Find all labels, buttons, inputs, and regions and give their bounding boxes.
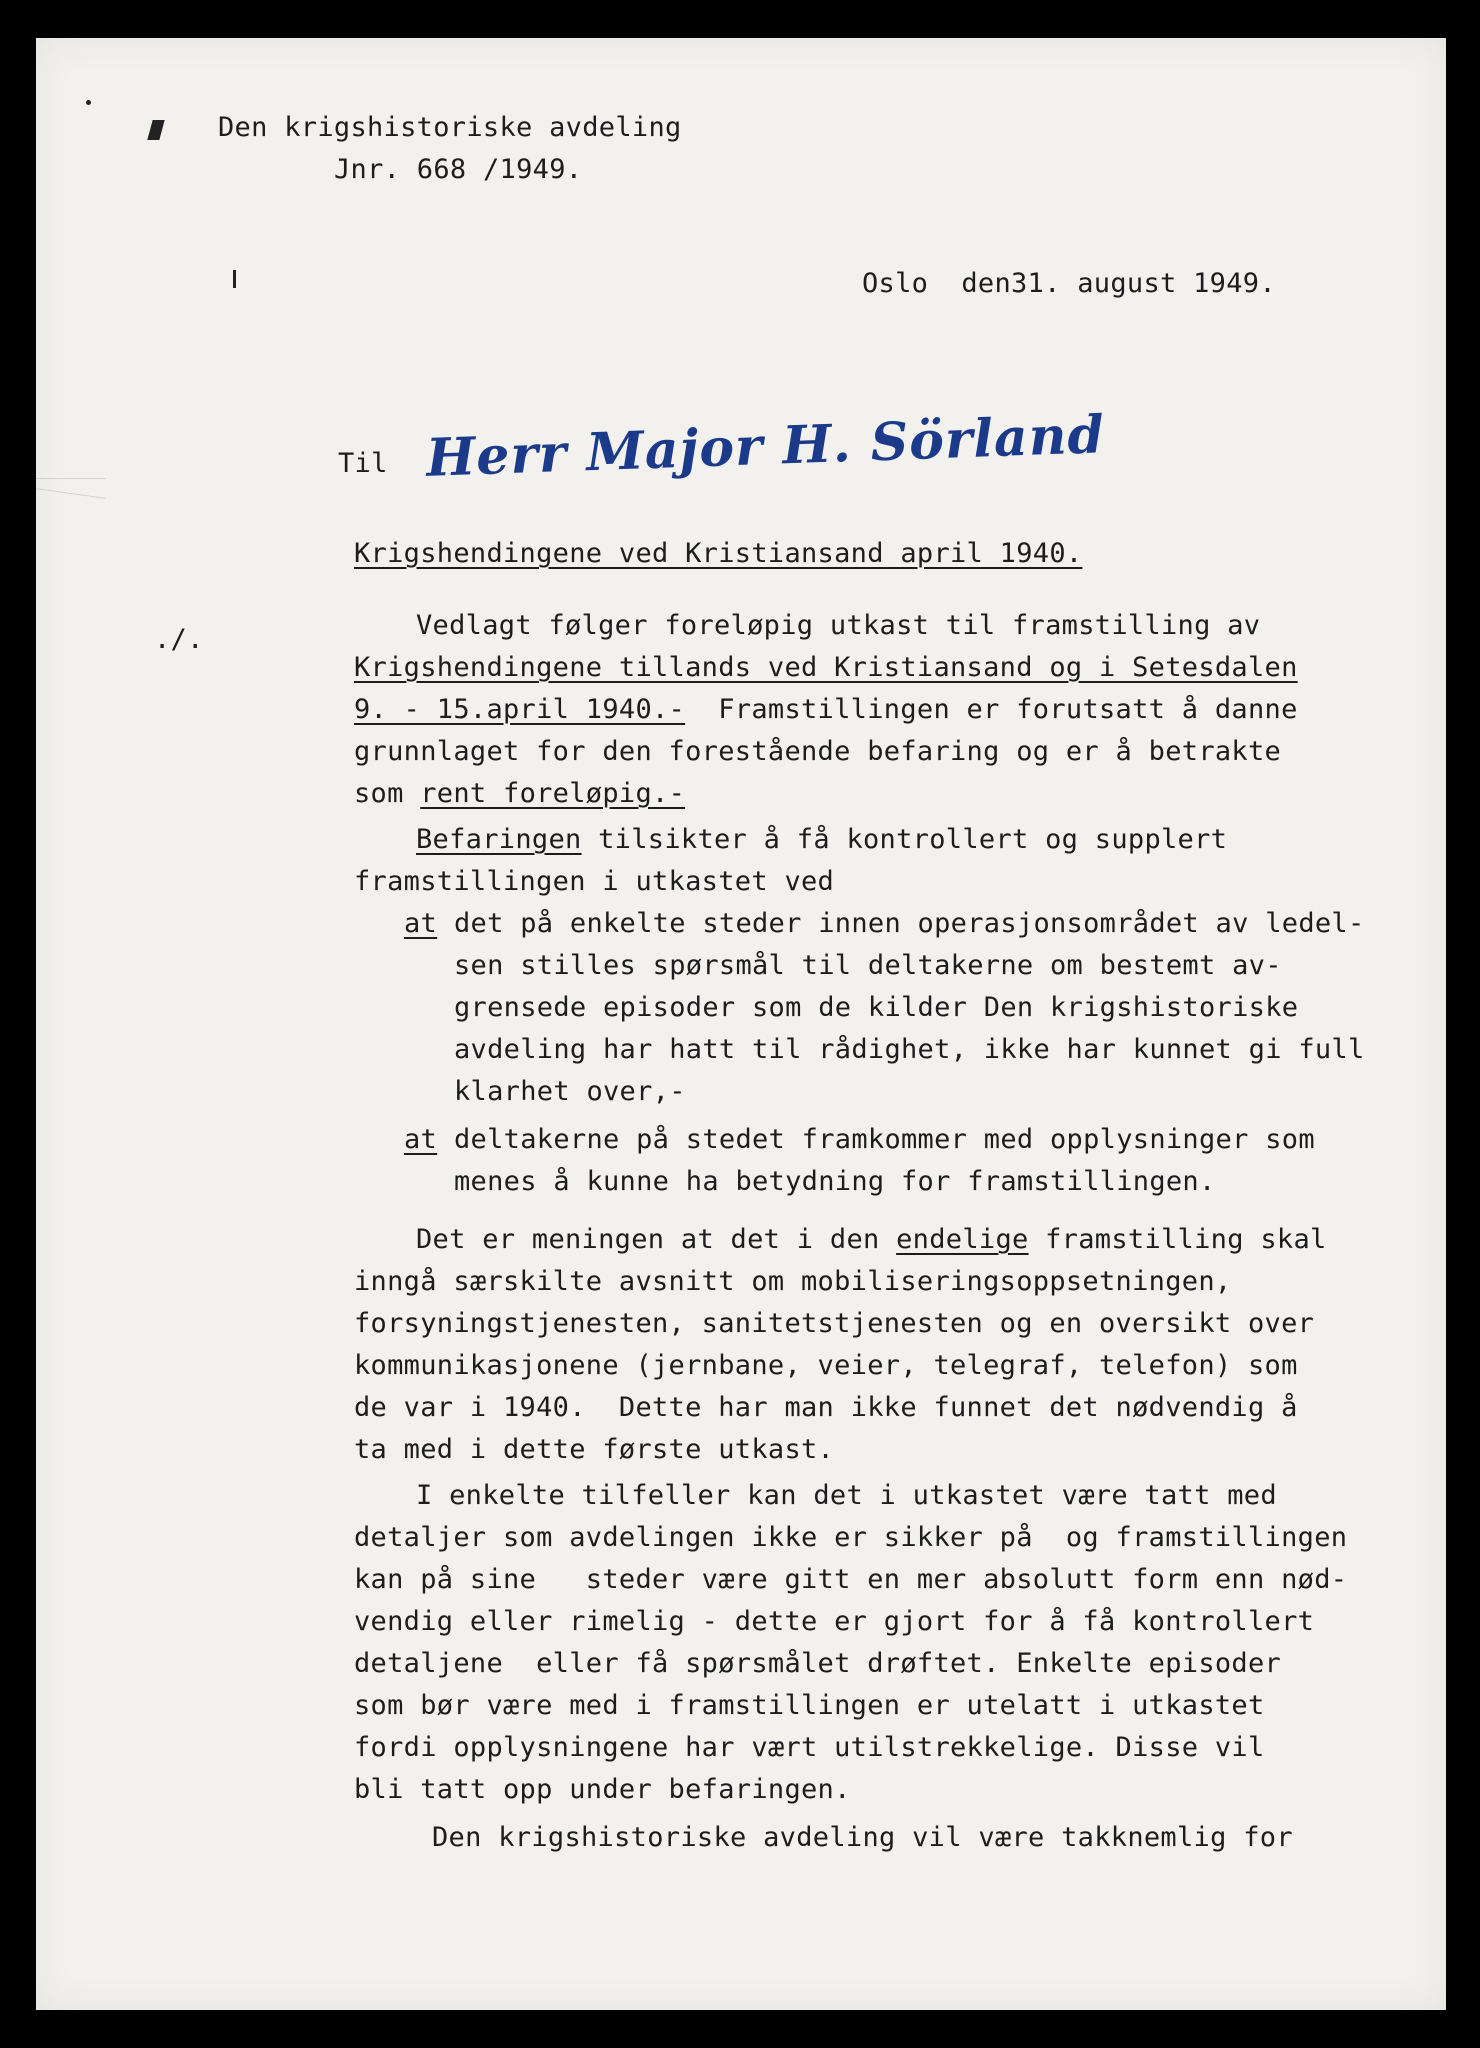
para4-line1: I enkelte tilfeller kan det i utkastet være tatt med [416, 1480, 1277, 1511]
address-prefix: Til [338, 448, 388, 479]
para3-line6: ta med i dette første utkast. [354, 1434, 835, 1465]
para4-line2: detaljer som avdelingen ikke er sikker på og framstillingen [354, 1522, 1348, 1553]
item1-line3: grensede episoder som de kilder Den krigshistoriske [454, 992, 1299, 1023]
ink-mark [233, 270, 236, 288]
org-name: Den krigshistoriske avdeling [218, 112, 682, 143]
para1-line1: Vedlagt følger foreløpig utkast til framstilling av [416, 610, 1261, 641]
para2-befaringen: Befaringen [416, 824, 582, 855]
para1-line3 [354, 690, 1298, 730]
item2-line1: deltakerne på stedet framkommer med opplysninger som [454, 1124, 1315, 1155]
item1-marker: at [404, 908, 438, 939]
para3-line2: inngå særskilte avsnitt om mobiliseringsoppsetningen, [354, 1266, 1232, 1297]
para4-line6: som bør være med i framstillingen er utelatt i utkastet [354, 1690, 1265, 1721]
para3-endelige: endelige [896, 1224, 1029, 1255]
para3-line5: de var i 1940. Dette har man ikke funnet det nødvendig å [354, 1392, 1298, 1423]
para3-line4: kommunikasjonene (jernbane, veier, telegraf, telefon) som [354, 1350, 1298, 1381]
para1-line5-pre: som [354, 778, 421, 809]
para3-line1-post: framstilling skal [1028, 1224, 1327, 1255]
para3-line3: forsyningstjenesten, sanitetstjenesten og en oversikt over [354, 1308, 1315, 1339]
document-page [36, 38, 1446, 2010]
ink-mark [86, 100, 91, 105]
para3-line1 [416, 1220, 1327, 1260]
fold-line [36, 488, 105, 499]
item1-line5: klarhet over,- [454, 1076, 686, 1107]
para4-line5: detaljene eller få spørsmålet drøftet. Enkelte episoder [354, 1648, 1282, 1679]
para1-line3-rest: Framstillingen er forutsatt å danne [685, 694, 1298, 725]
para1-line2: Krigshendingene tillands ved Kristiansand og i Setesdalen [354, 652, 1298, 683]
para1-line4: grunnlaget for den forestående befaring og er å betrakte [354, 736, 1282, 767]
para4-line7: fordi opplysningene har vært utilstrekkelige. Disse vil [354, 1732, 1265, 1763]
para2-line2: framstillingen i utkastet ved [354, 866, 835, 897]
fold-line [36, 478, 106, 479]
para2-line1 [416, 820, 1227, 860]
item1-line1: det på enkelte steder innen operasjonsområdet av ledel- [454, 908, 1365, 939]
margin-mark: ./. [154, 624, 204, 655]
para4-line8: bli tatt opp under befaringen. [354, 1774, 851, 1805]
date-line: Oslo den31. august 1949. [862, 268, 1276, 299]
para2-line1-rest: tilsikter å få kontrollert og supplert [581, 824, 1228, 855]
journal-number: Jnr. 668 /1949. [334, 154, 583, 185]
item2-line2: menes å kunne ha betydning for framstillingen. [454, 1166, 1216, 1197]
item1-line4: avdeling har hatt til rådighet, ikke har kunnet gi full [454, 1034, 1365, 1065]
para4-line4: vendig eller rimelig - dette er gjort for å få kontrollert [354, 1606, 1315, 1637]
para5-line1: Den krigshistoriske avdeling vil være takknemlig for [432, 1822, 1293, 1853]
para3-line1-pre: Det er meningen at det i den [416, 1224, 897, 1255]
para4-line3: kan på sine steder være gitt en mer absolutt form enn nød- [354, 1564, 1348, 1595]
para1-line5 [354, 774, 685, 814]
para1-line5-underlined: rent foreløpig.- [420, 778, 686, 809]
para1-date-range: 9. - 15.april 1940.- [354, 694, 686, 725]
ink-mark [147, 120, 164, 140]
subject-line: Krigshendingene ved Kristiansand april 1940. [354, 538, 1083, 569]
item1-line2: sen stilles spørsmål til deltakerne om bestemt av- [454, 950, 1282, 981]
handwritten-recipient: Herr Major H. Sörland [425, 404, 1106, 489]
item2-marker: at [404, 1124, 438, 1155]
